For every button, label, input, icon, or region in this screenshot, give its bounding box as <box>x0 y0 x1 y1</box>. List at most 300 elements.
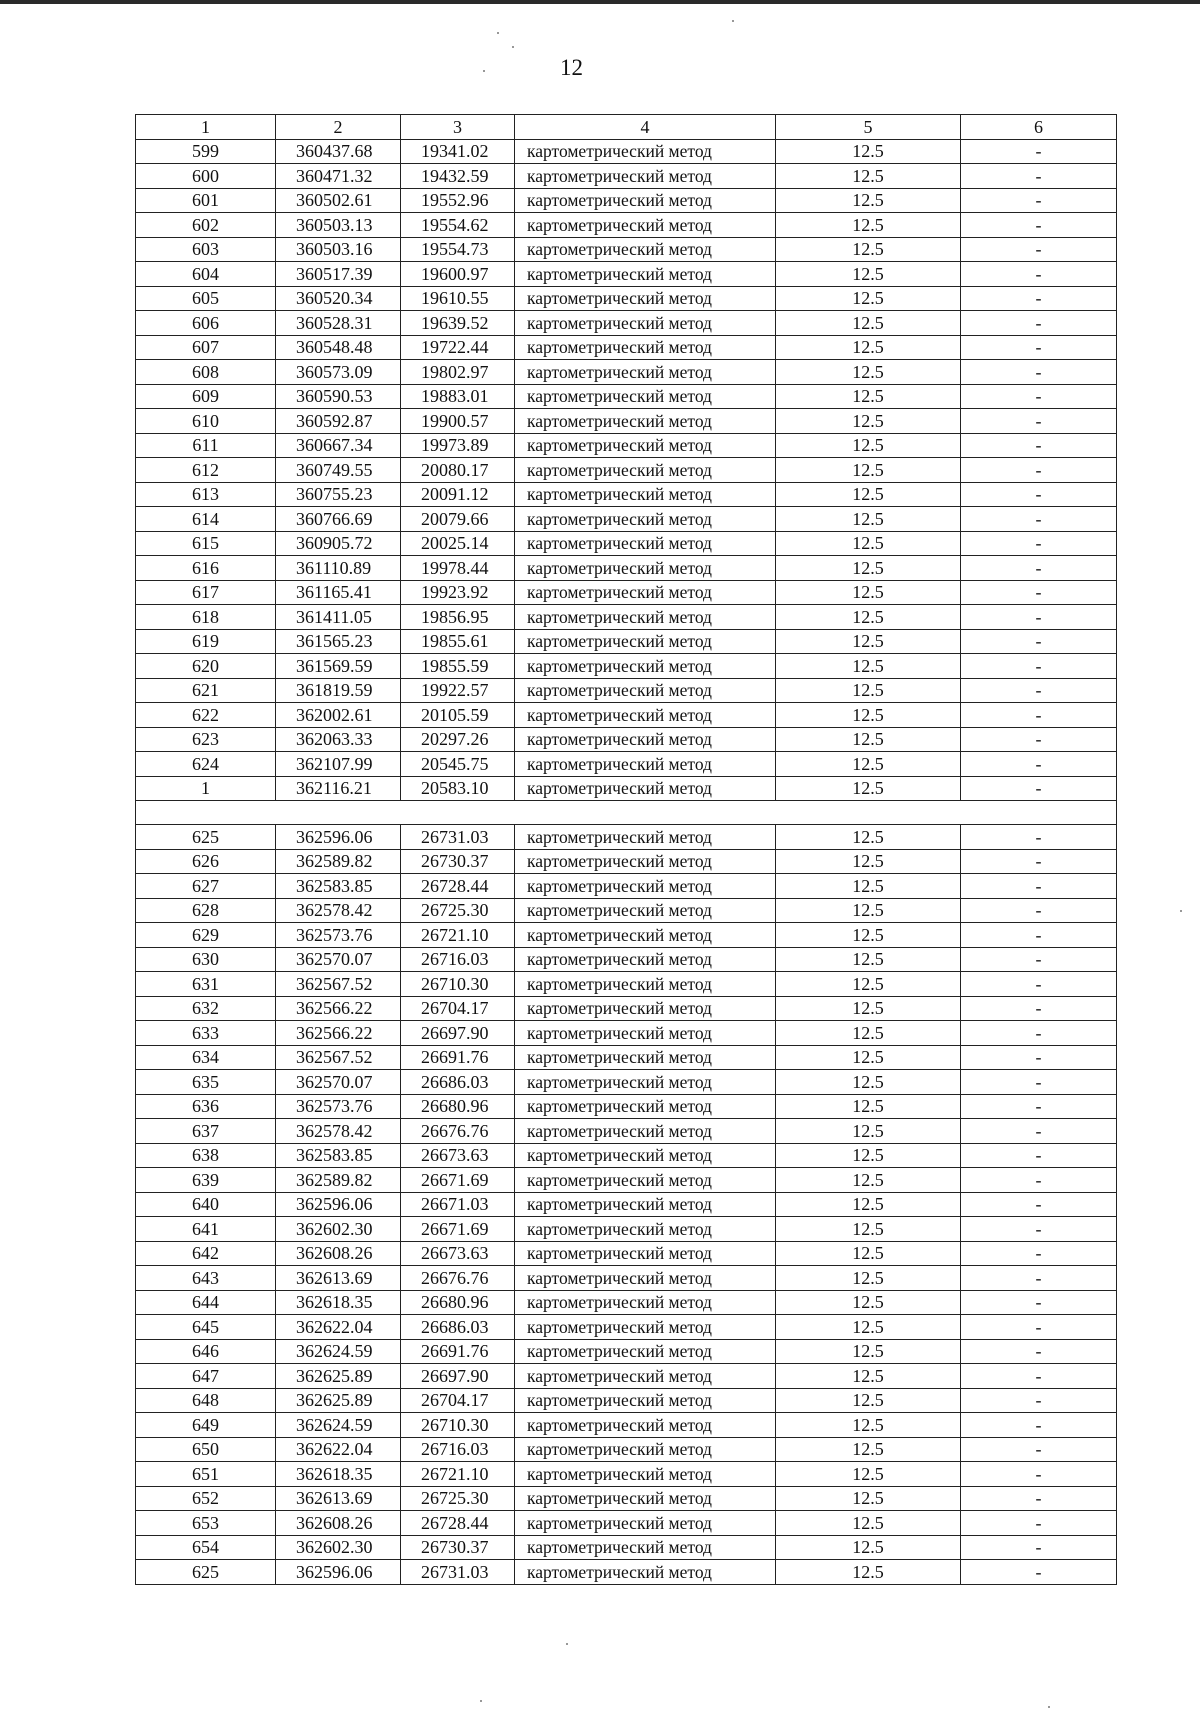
table-row <box>136 580 1117 605</box>
table-row <box>136 923 1117 948</box>
table-cell: 12.5 <box>776 1339 961 1364</box>
table-cell: 637 <box>136 1119 276 1144</box>
table-cell: 633 <box>136 1021 276 1046</box>
table-cell: 19856.95 <box>401 605 515 630</box>
table-cell: - <box>961 1192 1117 1217</box>
table-row <box>136 1462 1117 1487</box>
table-cell: 362567.52 <box>276 972 401 997</box>
table-cell: 26731.03 <box>401 825 515 850</box>
table-cell: 609 <box>136 384 276 409</box>
table-row <box>136 237 1117 262</box>
table-row <box>136 727 1117 752</box>
table-cell: 19900.57 <box>401 409 515 434</box>
table-row <box>136 262 1117 287</box>
table-cell: 19554.62 <box>401 213 515 238</box>
table-cell: - <box>961 139 1117 164</box>
table-cell: 12.5 <box>776 1021 961 1046</box>
table-cell: 618 <box>136 605 276 630</box>
scan-speck <box>566 1643 568 1645</box>
scan-speck <box>480 1700 482 1702</box>
table-cell: 26680.96 <box>401 1094 515 1119</box>
table-row <box>136 703 1117 728</box>
table-cell: - <box>961 1045 1117 1070</box>
table-cell: 19341.02 <box>401 139 515 164</box>
table-cell: 362578.42 <box>276 1119 401 1144</box>
table-cell: 362613.69 <box>276 1266 401 1291</box>
table-cell: - <box>961 1388 1117 1413</box>
table-cell: 603 <box>136 237 276 262</box>
table-cell: - <box>961 507 1117 532</box>
table-cell: 601 <box>136 188 276 213</box>
table-cell: 12.5 <box>776 1315 961 1340</box>
table-cell: - <box>961 1266 1117 1291</box>
table-row <box>136 409 1117 434</box>
table-cell: 12.5 <box>776 1143 961 1168</box>
scan-speck <box>1180 910 1182 912</box>
table-cell: картометрический метод <box>515 1045 776 1070</box>
table-cell: 362566.22 <box>276 1021 401 1046</box>
table-row <box>136 1364 1117 1389</box>
table-cell: - <box>961 1143 1117 1168</box>
table-cell: картометрический метод <box>515 1143 776 1168</box>
table-cell: 19923.92 <box>401 580 515 605</box>
table-cell: 12.5 <box>776 1168 961 1193</box>
table-row <box>136 139 1117 164</box>
table-cell: - <box>961 409 1117 434</box>
table-cell: 20583.10 <box>401 776 515 801</box>
table-cell: 12.5 <box>776 139 961 164</box>
table-cell: 360573.09 <box>276 360 401 385</box>
table-cell: 12.5 <box>776 164 961 189</box>
scan-speck <box>1048 1706 1050 1708</box>
table-cell: 360766.69 <box>276 507 401 532</box>
table-cell: - <box>961 654 1117 679</box>
table-cell: 615 <box>136 531 276 556</box>
table-cell: 19432.59 <box>401 164 515 189</box>
table-cell: картометрический метод <box>515 703 776 728</box>
table-cell: 12.5 <box>776 947 961 972</box>
table-cell: 19973.89 <box>401 433 515 458</box>
table-cell: картометрический метод <box>515 213 776 238</box>
table-cell: 362613.69 <box>276 1486 401 1511</box>
table-cell: 643 <box>136 1266 276 1291</box>
table-cell: картометрический метод <box>515 262 776 287</box>
table-cell: 362625.89 <box>276 1388 401 1413</box>
table-row <box>136 384 1117 409</box>
table-cell: - <box>961 1462 1117 1487</box>
table-cell: 26686.03 <box>401 1070 515 1095</box>
table-cell: 628 <box>136 898 276 923</box>
table-cell: картометрический метод <box>515 1486 776 1511</box>
table-row <box>136 556 1117 581</box>
table-cell: - <box>961 1290 1117 1315</box>
table-cell: 26697.90 <box>401 1364 515 1389</box>
table-row <box>136 1021 1117 1046</box>
scan-speck <box>732 20 734 22</box>
table-cell: 12.5 <box>776 531 961 556</box>
table-cell: 12.5 <box>776 727 961 752</box>
table-cell: 12.5 <box>776 262 961 287</box>
table-cell: 360503.16 <box>276 237 401 262</box>
table-cell: 620 <box>136 654 276 679</box>
table-cell: 360502.61 <box>276 188 401 213</box>
table-cell: картометрический метод <box>515 458 776 483</box>
table-row <box>136 1511 1117 1536</box>
table-cell: 26680.96 <box>401 1290 515 1315</box>
table-cell: картометрический метод <box>515 1290 776 1315</box>
table-cell: 361569.59 <box>276 654 401 679</box>
table-row <box>136 1339 1117 1364</box>
table-cell: 12.5 <box>776 1192 961 1217</box>
table-cell: 20297.26 <box>401 727 515 752</box>
table-cell: 26673.63 <box>401 1241 515 1266</box>
table-cell: 649 <box>136 1413 276 1438</box>
table-cell: картометрический метод <box>515 605 776 630</box>
table-cell: 613 <box>136 482 276 507</box>
table-row <box>136 776 1117 801</box>
table-cell: 12.5 <box>776 286 961 311</box>
table-row <box>136 1143 1117 1168</box>
table-cell: - <box>961 874 1117 899</box>
table-cell: 625 <box>136 825 276 850</box>
table-cell: картометрический метод <box>515 825 776 850</box>
table-cell: - <box>961 1413 1117 1438</box>
table-cell: 362596.06 <box>276 1560 401 1585</box>
table-cell: 607 <box>136 335 276 360</box>
table-cell: 12.5 <box>776 1462 961 1487</box>
table-cell: 12.5 <box>776 556 961 581</box>
table-cell: 617 <box>136 580 276 605</box>
table-cell: - <box>961 1339 1117 1364</box>
table-cell: - <box>961 335 1117 360</box>
table-cell: 362602.30 <box>276 1535 401 1560</box>
table-row <box>136 825 1117 850</box>
table-cell: - <box>961 996 1117 1021</box>
table-cell: картометрический метод <box>515 923 776 948</box>
table-cell: 26671.69 <box>401 1217 515 1242</box>
table-cell: 616 <box>136 556 276 581</box>
column-header: 5 <box>776 115 961 140</box>
table-row <box>136 213 1117 238</box>
table-cell: - <box>961 923 1117 948</box>
table-row <box>136 1437 1117 1462</box>
column-header: 3 <box>401 115 515 140</box>
table-cell: - <box>961 1511 1117 1536</box>
table-row <box>136 1315 1117 1340</box>
table-cell: 361411.05 <box>276 605 401 630</box>
table-cell: 641 <box>136 1217 276 1242</box>
table-cell: 361565.23 <box>276 629 401 654</box>
table-cell: 12.5 <box>776 1290 961 1315</box>
table-cell: - <box>961 1021 1117 1046</box>
column-header: 1 <box>136 115 276 140</box>
table-cell: 12.5 <box>776 605 961 630</box>
table-cell: 12.5 <box>776 482 961 507</box>
table-cell: картометрический метод <box>515 1021 776 1046</box>
table-cell: 362570.07 <box>276 947 401 972</box>
table-cell: - <box>961 262 1117 287</box>
table-row <box>136 482 1117 507</box>
table-cell: картометрический метод <box>515 752 776 777</box>
table-cell: 626 <box>136 849 276 874</box>
table-cell: - <box>961 286 1117 311</box>
table-cell: 599 <box>136 139 276 164</box>
table-cell: 12.5 <box>776 654 961 679</box>
table-cell: картометрический метод <box>515 1339 776 1364</box>
table-cell: - <box>961 849 1117 874</box>
table-cell: 12.5 <box>776 458 961 483</box>
table-cell: 12.5 <box>776 1045 961 1070</box>
table-cell: 604 <box>136 262 276 287</box>
table-cell: 629 <box>136 923 276 948</box>
table-cell: 362002.61 <box>276 703 401 728</box>
table-cell: 360749.55 <box>276 458 401 483</box>
table-cell: - <box>961 629 1117 654</box>
table-cell: 12.5 <box>776 1070 961 1095</box>
table-cell: 12.5 <box>776 311 961 336</box>
table-row <box>136 311 1117 336</box>
table-row <box>136 654 1117 679</box>
table-cell: картометрический метод <box>515 972 776 997</box>
table-cell: картометрический метод <box>515 433 776 458</box>
table-cell: 612 <box>136 458 276 483</box>
table-cell: 26730.37 <box>401 849 515 874</box>
table-cell: 26676.76 <box>401 1266 515 1291</box>
table-row <box>136 1168 1117 1193</box>
table-cell: 360667.34 <box>276 433 401 458</box>
table-row <box>136 1413 1117 1438</box>
table-cell: 12.5 <box>776 1119 961 1144</box>
table-cell: 362624.59 <box>276 1413 401 1438</box>
table-cell: 608 <box>136 360 276 385</box>
table-cell: 19610.55 <box>401 286 515 311</box>
table-cell: 20091.12 <box>401 482 515 507</box>
table-cell: 361819.59 <box>276 678 401 703</box>
table-cell: 362116.21 <box>276 776 401 801</box>
table-cell: 606 <box>136 311 276 336</box>
table-cell: 12.5 <box>776 825 961 850</box>
table-cell: 602 <box>136 213 276 238</box>
table-cell: 12.5 <box>776 898 961 923</box>
table-row <box>136 1486 1117 1511</box>
table-cell: картометрический метод <box>515 1192 776 1217</box>
table-cell: 12.5 <box>776 874 961 899</box>
table-cell: 12.5 <box>776 678 961 703</box>
table-cell: картометрический метод <box>515 1535 776 1560</box>
table-cell: - <box>961 678 1117 703</box>
table-cell: - <box>961 1535 1117 1560</box>
table-cell: 644 <box>136 1290 276 1315</box>
table-row <box>136 1217 1117 1242</box>
table-cell: 26731.03 <box>401 1560 515 1585</box>
scan-speck <box>483 70 485 72</box>
table-row <box>136 1266 1117 1291</box>
table-cell: 636 <box>136 1094 276 1119</box>
table-cell: картометрический метод <box>515 1560 776 1585</box>
table-row <box>136 947 1117 972</box>
table-cell: 12.5 <box>776 384 961 409</box>
table-cell: - <box>961 1364 1117 1389</box>
table-cell: 614 <box>136 507 276 532</box>
table-cell: 19883.01 <box>401 384 515 409</box>
table-cell: картометрический метод <box>515 335 776 360</box>
table-cell: 362618.35 <box>276 1462 401 1487</box>
table-cell: 360755.23 <box>276 482 401 507</box>
table-row <box>136 1241 1117 1266</box>
table-row <box>136 1192 1117 1217</box>
table-cell: 631 <box>136 972 276 997</box>
table-cell: картометрический метод <box>515 1266 776 1291</box>
table-row <box>136 1560 1117 1585</box>
table-row <box>136 1094 1117 1119</box>
table-cell: 360905.72 <box>276 531 401 556</box>
table-row <box>136 1045 1117 1070</box>
table-cell: 630 <box>136 947 276 972</box>
table-cell: 12.5 <box>776 1437 961 1462</box>
table-cell: 12.5 <box>776 1266 961 1291</box>
table-cell: картометрический метод <box>515 1217 776 1242</box>
table-cell: 12.5 <box>776 188 961 213</box>
table-cell: - <box>961 531 1117 556</box>
table-cell: - <box>961 727 1117 752</box>
table-cell: - <box>961 1094 1117 1119</box>
table-cell: 360528.31 <box>276 311 401 336</box>
table-cell: 361110.89 <box>276 556 401 581</box>
table-cell: 26676.76 <box>401 1119 515 1144</box>
table-cell: 12.5 <box>776 972 961 997</box>
page-number: 12 <box>560 55 583 80</box>
table-cell: картометрический метод <box>515 311 776 336</box>
table-cell: - <box>961 213 1117 238</box>
table-cell: картометрический метод <box>515 898 776 923</box>
table-cell: 362596.06 <box>276 825 401 850</box>
table-cell: - <box>961 898 1117 923</box>
table-cell: 26728.44 <box>401 1511 515 1536</box>
table-cell: 26721.10 <box>401 923 515 948</box>
table-cell: 362063.33 <box>276 727 401 752</box>
top-border-rule <box>0 0 1200 4</box>
table-cell: 26716.03 <box>401 947 515 972</box>
table-cell: картометрический метод <box>515 1119 776 1144</box>
table-cell: 639 <box>136 1168 276 1193</box>
table-cell: 19552.96 <box>401 188 515 213</box>
table-cell: картометрический метод <box>515 1462 776 1487</box>
table-cell: 12.5 <box>776 433 961 458</box>
table-cell: - <box>961 311 1117 336</box>
table-cell: 648 <box>136 1388 276 1413</box>
table-cell: 646 <box>136 1339 276 1364</box>
table-cell: 362608.26 <box>276 1511 401 1536</box>
table-cell: 647 <box>136 1364 276 1389</box>
table-cell: 361165.41 <box>276 580 401 605</box>
table-cell: 12.5 <box>776 335 961 360</box>
table-cell: 360592.87 <box>276 409 401 434</box>
table-cell: 19855.59 <box>401 654 515 679</box>
table-cell: 1 <box>136 776 276 801</box>
table-cell: - <box>961 1119 1117 1144</box>
table-cell: 621 <box>136 678 276 703</box>
table-cell: 622 <box>136 703 276 728</box>
table-cell: 610 <box>136 409 276 434</box>
table-row <box>136 507 1117 532</box>
table-cell: 650 <box>136 1437 276 1462</box>
table-cell: 12.5 <box>776 580 961 605</box>
table-cell: 20080.17 <box>401 458 515 483</box>
table-cell: 651 <box>136 1462 276 1487</box>
table-row <box>136 164 1117 189</box>
table-cell: - <box>961 825 1117 850</box>
table-cell: - <box>961 237 1117 262</box>
table-row <box>136 531 1117 556</box>
table-row <box>136 874 1117 899</box>
table-cell: 638 <box>136 1143 276 1168</box>
table-cell: - <box>961 433 1117 458</box>
table-cell: - <box>961 580 1117 605</box>
table-cell: 12.5 <box>776 1560 961 1585</box>
table-cell: 12.5 <box>776 849 961 874</box>
table-cell: 654 <box>136 1535 276 1560</box>
table-cell: 12.5 <box>776 752 961 777</box>
table-row <box>136 629 1117 654</box>
table-row <box>136 1388 1117 1413</box>
table-cell: 19802.97 <box>401 360 515 385</box>
table-cell: 12.5 <box>776 1486 961 1511</box>
table-cell: картометрический метод <box>515 482 776 507</box>
scan-speck <box>512 46 514 48</box>
table-row <box>136 972 1117 997</box>
table-cell: 360437.68 <box>276 139 401 164</box>
table-cell: 360471.32 <box>276 164 401 189</box>
table-cell: картометрический метод <box>515 776 776 801</box>
table-row <box>136 605 1117 630</box>
table-cell: картометрический метод <box>515 409 776 434</box>
table-cell: 12.5 <box>776 1094 961 1119</box>
table-cell: - <box>961 1070 1117 1095</box>
table-cell: 12.5 <box>776 409 961 434</box>
table-cell: - <box>961 1315 1117 1340</box>
table-row <box>136 849 1117 874</box>
table-cell: 362583.85 <box>276 1143 401 1168</box>
table-cell: - <box>961 458 1117 483</box>
table-cell: 20025.14 <box>401 531 515 556</box>
table-cell: 640 <box>136 1192 276 1217</box>
table-cell: 619 <box>136 629 276 654</box>
table-cell: 12.5 <box>776 1388 961 1413</box>
table-cell: картометрический метод <box>515 384 776 409</box>
table-row <box>136 188 1117 213</box>
table-cell: 360503.13 <box>276 213 401 238</box>
table-cell: 12.5 <box>776 923 961 948</box>
table-cell: картометрический метод <box>515 1511 776 1536</box>
table-cell: 19722.44 <box>401 335 515 360</box>
table-row <box>136 360 1117 385</box>
table-cell: 362567.52 <box>276 1045 401 1070</box>
table-cell: 362596.06 <box>276 1192 401 1217</box>
table-cell: 362622.04 <box>276 1437 401 1462</box>
table-cell: 362589.82 <box>276 849 401 874</box>
column-header: 4 <box>515 115 776 140</box>
table-cell: 26710.30 <box>401 1413 515 1438</box>
table-cell: картометрический метод <box>515 947 776 972</box>
table-cell: картометрический метод <box>515 849 776 874</box>
table-cell: 26704.17 <box>401 1388 515 1413</box>
table-cell: картометрический метод <box>515 1388 776 1413</box>
table-cell: 360548.48 <box>276 335 401 360</box>
table-cell: 362618.35 <box>276 1290 401 1315</box>
table-cell: 12.5 <box>776 360 961 385</box>
table-cell: 12.5 <box>776 1364 961 1389</box>
table-row <box>136 1070 1117 1095</box>
